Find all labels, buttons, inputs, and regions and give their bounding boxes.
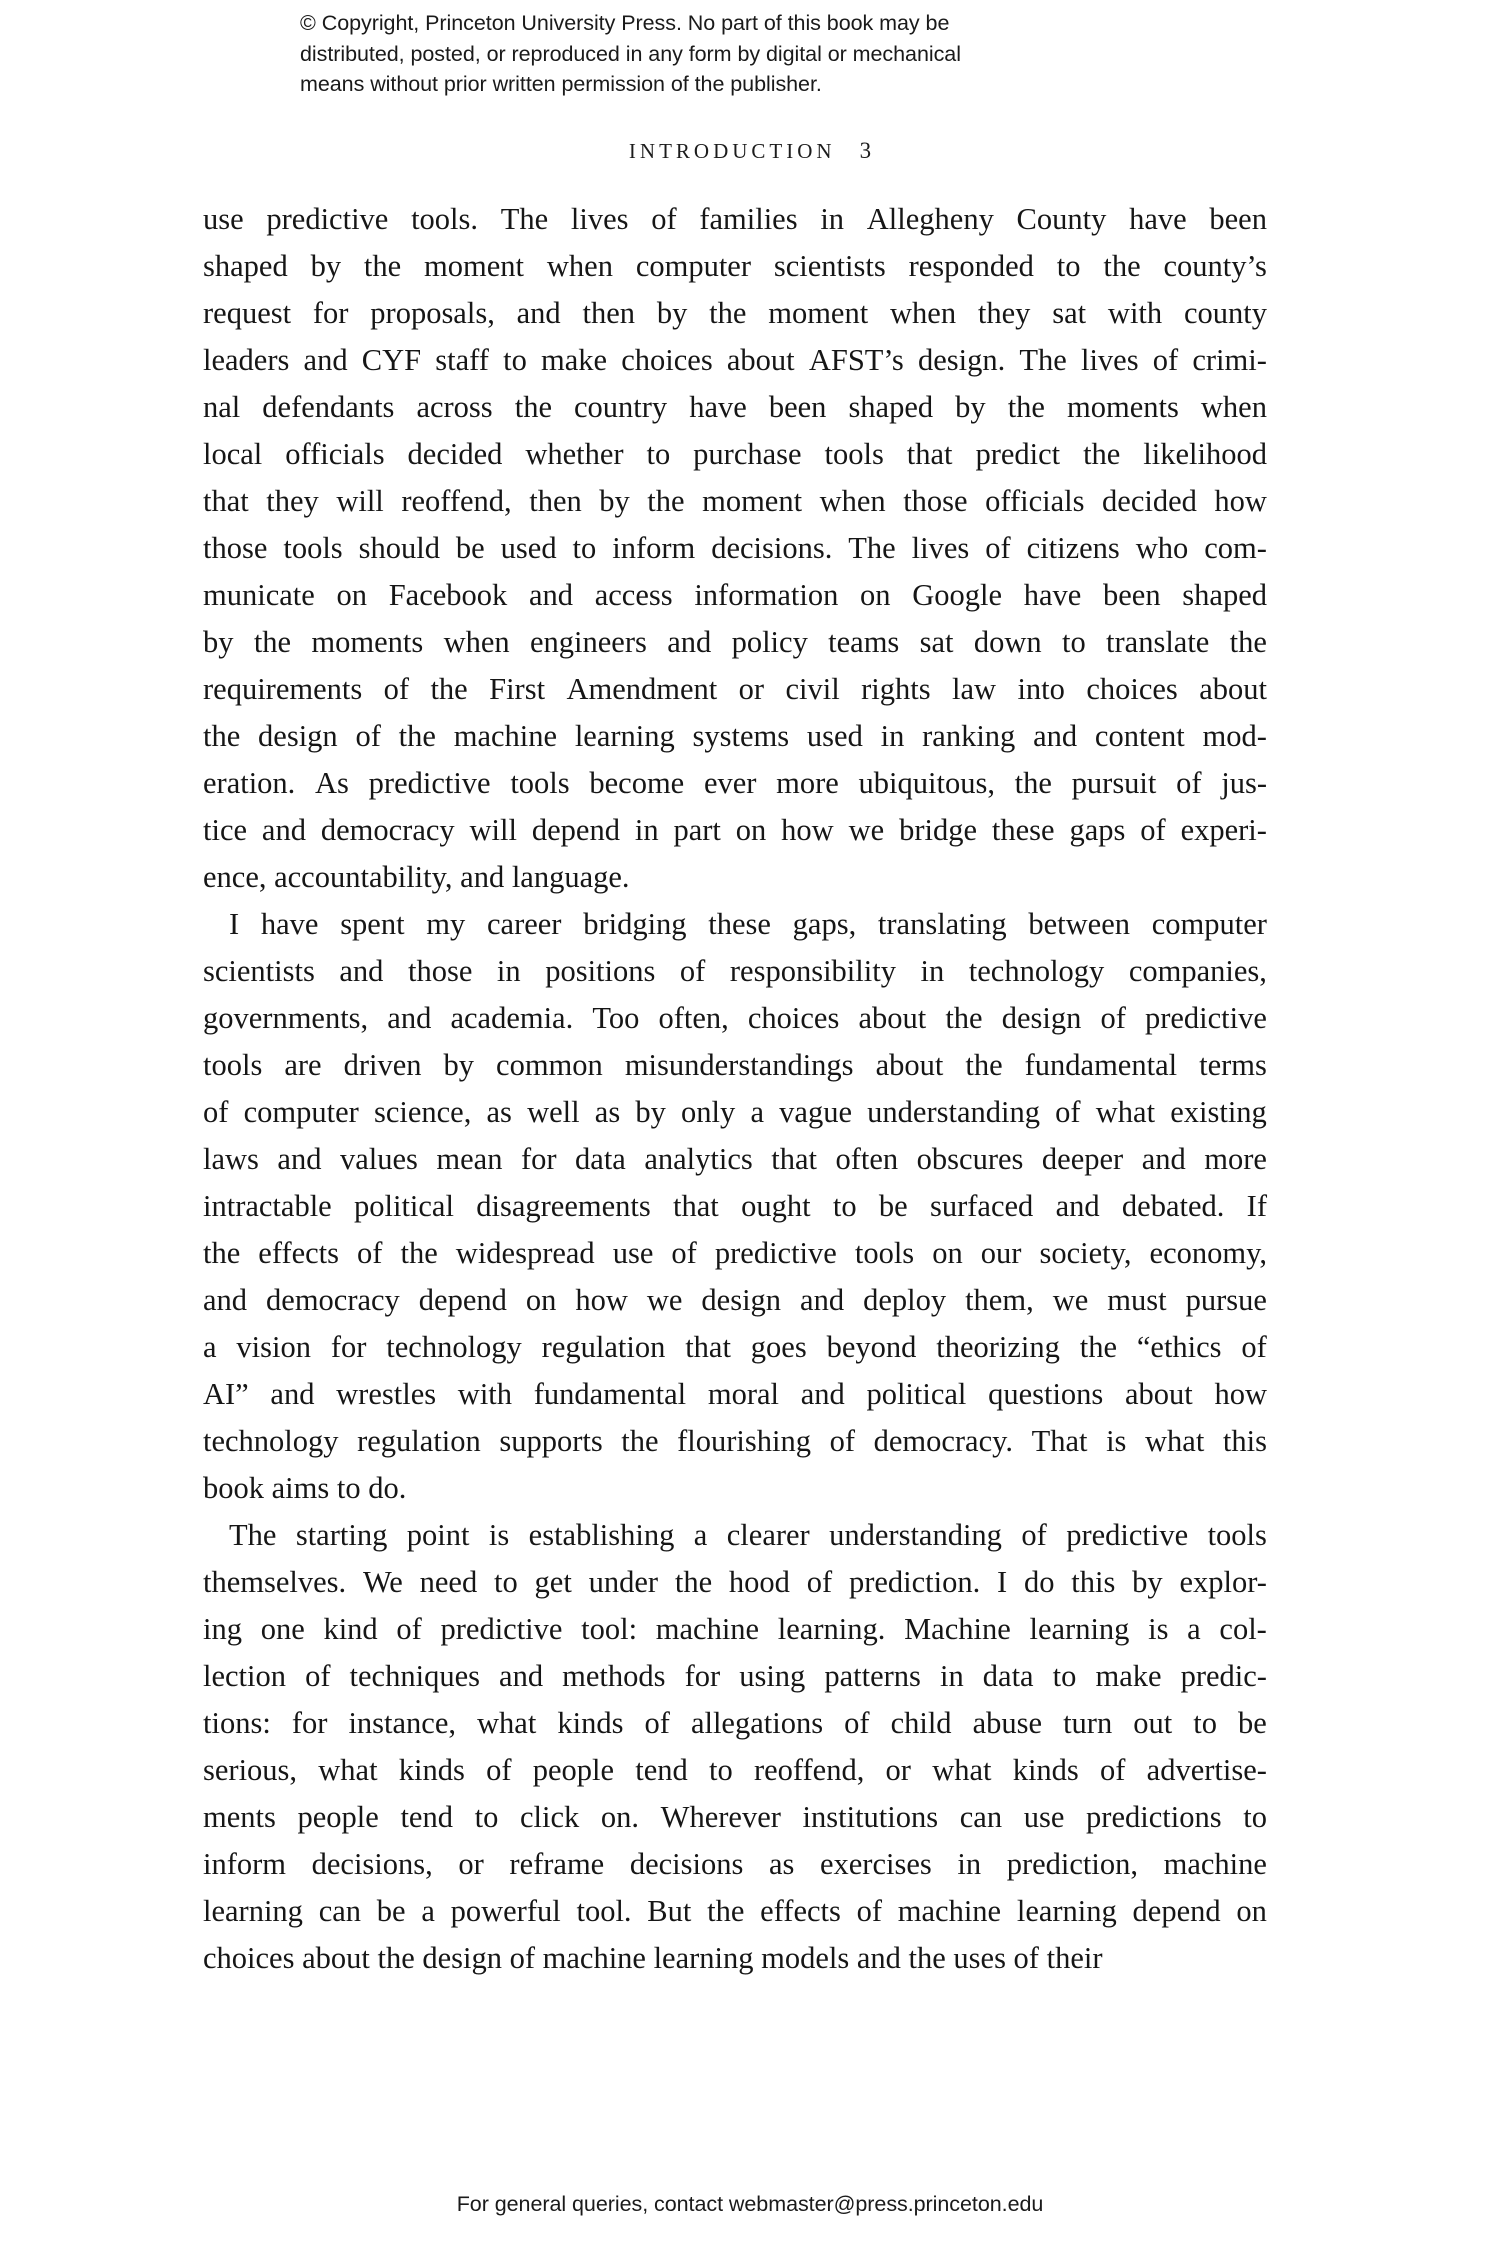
text-line: by the moments when engineers and policy teams sat down to translate the — [203, 625, 1267, 659]
text-line: serious, what kinds of people tend to reoffend, or what kinds of advertise- — [203, 1753, 1267, 1787]
text-line: scientists and those in positions of responsibility in technology companies, — [203, 954, 1267, 988]
text-line: tions: for instance, what kinds of allegations of child abuse turn out to be — [203, 1706, 1267, 1740]
text-line: technology regulation supports the flourishing of democracy. That is what this — [203, 1424, 1267, 1458]
text-line: I have spent my career bridging these gaps, translating between computer — [229, 907, 1267, 941]
text-line: nal defendants across the country have been shaped by the moments when — [203, 390, 1267, 424]
text-line: a vision for technology regulation that goes beyond theorizing the “ethics of — [203, 1330, 1267, 1364]
text-line: The starting point is establishing a clearer understanding of predictive tools — [229, 1518, 1267, 1552]
text-line: themselves. We need to get under the hood of prediction. I do this by explor- — [203, 1565, 1267, 1599]
text-line: inform decisions, or reframe decisions as exercises in prediction, machine — [203, 1847, 1267, 1881]
text-line: tice and democracy will depend in part on how we bridge these gaps of experi- — [203, 813, 1267, 847]
paragraph — [203, 196, 1267, 901]
text-line: ence, accountability, and language. — [203, 860, 630, 894]
text-line: laws and values mean for data analytics that often obscures deeper and more — [203, 1142, 1267, 1176]
text-line: that they will reoffend, then by the moment when those officials decided how — [203, 484, 1267, 518]
text-line: intractable political disagreements that ought to be surfaced and debated. If — [203, 1189, 1267, 1223]
running-head — [0, 138, 1500, 164]
copyright-line-2: distributed, posted, or reproduced in any form by digital or mechanical — [300, 41, 961, 66]
text-line: tools are driven by common misunderstandings about the fundamental terms — [203, 1048, 1267, 1082]
text-line: book aims to do. — [203, 1471, 407, 1505]
paragraph — [203, 901, 1267, 1512]
text-line: AI” and wrestles with fundamental moral and political questions about how — [203, 1377, 1267, 1411]
text-line: the design of the machine learning systems used in ranking and content mod- — [203, 719, 1267, 753]
copyright-line-3: means without prior written permission of the publisher. — [300, 72, 822, 96]
text-line: municate on Facebook and access information on Google have been shaped — [203, 578, 1267, 612]
footer-note: For general queries, contact webmaster@press.princeton.edu — [456, 2192, 1044, 2216]
text-line: ing one kind of predictive tool: machine learning. Machine learning is a col- — [203, 1612, 1267, 1646]
running-head-title: INTRODUCTION — [628, 139, 836, 163]
text-line: local officials decided whether to purchase tools that predict the likelihood — [203, 437, 1267, 471]
text-line: learning can be a powerful tool. But the effects of machine learning depend on — [203, 1894, 1267, 1928]
text-line: of computer science, as well as by only a vague understanding of what existing — [203, 1095, 1267, 1129]
text-line: shaped by the moment when computer scientists responded to the county’s — [203, 249, 1267, 283]
text-line: those tools should be used to inform decisions. The lives of citizens who com- — [203, 531, 1267, 565]
text-line: requirements of the First Amendment or civil rights law into choices about — [203, 672, 1267, 706]
text-line: leaders and CYF staff to make choices about AFST’s design. The lives of crimi- — [203, 343, 1267, 377]
text-line: and democracy depend on how we design and deploy them, we must pursue — [203, 1283, 1267, 1317]
body-text-block — [203, 196, 1267, 1982]
text-line: choices about the design of machine learning models and the uses of their — [203, 1941, 1103, 1975]
text-line: ments people tend to click on. Wherever institutions can use predictions to — [203, 1800, 1267, 1834]
text-line: use predictive tools. The lives of families in Allegheny County have been — [203, 202, 1267, 236]
text-line: lection of techniques and methods for using patterns in data to make predic- — [203, 1659, 1267, 1693]
copyright-notice — [300, 8, 1160, 100]
paragraph — [203, 1512, 1267, 1982]
page-number: 3 — [859, 138, 872, 163]
copyright-line-1: © Copyright, Princeton University Press. No part of this book may be — [300, 11, 950, 35]
text-line: the effects of the widespread use of predictive tools on our society, economy, — [203, 1236, 1267, 1270]
text-line: request for proposals, and then by the moment when they sat with county — [203, 296, 1267, 330]
text-line: governments, and academia. Too often, choices about the design of predictive — [203, 1001, 1267, 1035]
text-line: eration. As predictive tools become ever more ubiquitous, the pursuit of jus- — [203, 766, 1267, 800]
